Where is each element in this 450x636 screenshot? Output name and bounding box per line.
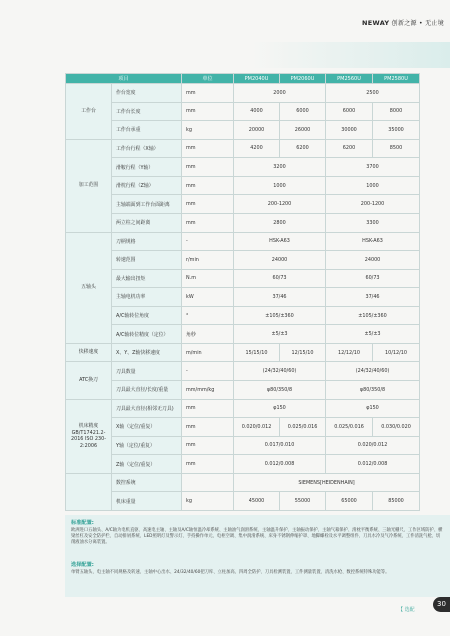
cell-value: 20000 — [234, 121, 280, 140]
table-row — [66, 436, 420, 455]
cell-value: 6000 — [326, 102, 373, 121]
cell-value: 37/46 — [234, 288, 326, 307]
table-row — [66, 176, 420, 195]
brand-name: NEWAY — [362, 19, 390, 27]
cell-value: HSK-A63 — [234, 232, 326, 251]
cell-value: (24/32/40/60) — [234, 362, 326, 381]
row-unit: - — [182, 232, 234, 251]
cell-value: 26000 — [280, 121, 326, 140]
row-unit: mm — [182, 139, 234, 158]
row-unit: mm — [182, 102, 234, 121]
table-row — [66, 195, 420, 214]
row-label: A/C轴转位精度（定位） — [112, 325, 182, 344]
row-unit — [182, 473, 234, 492]
row-label: A/C轴转位角度 — [112, 306, 182, 325]
table-row — [66, 492, 420, 511]
cell-value: 24000 — [234, 251, 326, 270]
optional-config-title: 选择配置: — [71, 562, 94, 568]
row-label: X轴（定位/重复） — [112, 418, 182, 437]
page-number: 30 — [433, 597, 450, 612]
row-label: 刀具最大直径(相邻无刀具) — [112, 399, 182, 418]
header-decoration — [250, 42, 450, 68]
row-unit: mm — [182, 399, 234, 418]
row-label: 机床重量 — [112, 492, 182, 511]
row-label: 作台宽度 — [112, 84, 182, 103]
row-label: 主轴端面到工作台面距离 — [112, 195, 182, 214]
group-range: 加工范围 — [66, 139, 112, 232]
header-pm2060u: PM2060U — [280, 74, 326, 84]
group-spindle: 五轴头 — [66, 232, 112, 343]
cell-value: 3700 — [326, 158, 420, 177]
cell-value: HSK-A63 — [326, 232, 420, 251]
brand-header — [362, 18, 444, 27]
row-label: 刀具最大直径/长度/重量 — [112, 381, 182, 400]
cell-value: 1000 — [234, 176, 326, 195]
cell-value: 24000 — [326, 251, 420, 270]
row-label: X、Y、Z轴快移速度 — [112, 343, 182, 362]
cell-value: 65000 — [326, 492, 373, 511]
spec-table — [65, 73, 420, 511]
row-label: 最大输出扭矩 — [112, 269, 182, 288]
cell-value: 12/15/10 — [280, 343, 326, 362]
cell-value: 200-1200 — [234, 195, 326, 214]
cell-value: 0.012/0.008 — [326, 455, 420, 474]
row-unit: mm — [182, 455, 234, 474]
row-label: 工作台承重 — [112, 121, 182, 140]
cell-value: φ80/350/8 — [326, 381, 420, 400]
row-label: 刀柄规格 — [112, 232, 182, 251]
cell-value: 15/15/10 — [234, 343, 280, 362]
config-notes — [65, 515, 450, 597]
row-label: 工作台长度 — [112, 102, 182, 121]
row-label: 两立柱之间距离 — [112, 213, 182, 232]
cell-value: 0.030/0.020 — [373, 418, 420, 437]
cell-value: 0.017/0.010 — [234, 436, 326, 455]
table-header-row — [66, 74, 420, 84]
cell-value: 3300 — [326, 213, 420, 232]
cell-value: φ80/350/8 — [234, 381, 326, 400]
table-row — [66, 325, 420, 344]
header-unit: 单位 — [182, 74, 234, 84]
optional-config-text: 单臂五轴头、电主轴不同规格及转速、主轴中心出水、24/32/40/60把刀库、立柱加高、四周全防护、刀具检测装置、工件测量装置、清洗水枪、数控系统特殊功能等。 — [71, 570, 390, 575]
cell-value: 200-1200 — [326, 195, 420, 214]
cell-value: 0.025/0.016 — [326, 418, 373, 437]
table-row — [66, 84, 420, 103]
row-unit: ° — [182, 306, 234, 325]
cell-value: 1000 — [326, 176, 420, 195]
cell-value: 60/73 — [234, 269, 326, 288]
row-label: 工作台行程（X轴） — [112, 139, 182, 158]
table-row — [66, 362, 420, 381]
cell-value: 6000 — [280, 102, 326, 121]
cell-value: 12/12/10 — [326, 343, 373, 362]
row-label: Z轴（定位/重复） — [112, 455, 182, 474]
group-worktable: 工作台 — [66, 84, 112, 140]
cell-value: 2500 — [326, 84, 420, 103]
table-row — [66, 139, 420, 158]
table-row — [66, 343, 420, 362]
table-row — [66, 473, 420, 492]
cell-value: 4200 — [234, 139, 280, 158]
group-rapid: 快移速度 — [66, 343, 112, 362]
cell-value: φ150 — [326, 399, 420, 418]
cell-value: 35000 — [373, 121, 420, 140]
cell-value: 55000 — [280, 492, 326, 511]
table-row — [66, 288, 420, 307]
cell-value: ±105/±360 — [326, 306, 420, 325]
cell-value: 8000 — [373, 102, 420, 121]
header-pm2040u: PM2040U — [234, 74, 280, 84]
row-unit: 角秒 — [182, 325, 234, 344]
cell-value: 60/73 — [326, 269, 420, 288]
cell-value: 3200 — [234, 158, 326, 177]
section-tab: 【 选配 — [398, 607, 415, 613]
cell-value: 8500 — [373, 139, 420, 158]
cell-value: φ150 — [234, 399, 326, 418]
cell-value: 30000 — [326, 121, 373, 140]
row-unit: mm — [182, 176, 234, 195]
table-row — [66, 102, 420, 121]
row-label: Y轴（定位/重复） — [112, 436, 182, 455]
row-unit: - — [182, 362, 234, 381]
row-unit: kW — [182, 288, 234, 307]
row-unit: r/min — [182, 251, 234, 270]
row-unit: N.m — [182, 269, 234, 288]
group-accuracy: 机床精度 GB/T17421.2-2016 ISO 230-2:2006 — [66, 399, 112, 473]
row-unit: mm — [182, 436, 234, 455]
group-blank — [66, 473, 112, 510]
table-row — [66, 306, 420, 325]
cell-value: 6200 — [280, 139, 326, 158]
cell-value: 2800 — [234, 213, 326, 232]
standard-config-text: 欧洲进口五轴头、A/C轴为电机直驱、高速电主轴、主轴及A/C轴恒温冷却系统、主轴油气润滑系统、主轴温升保护、主轴振动保护、主轴气幕保护、滑枕平衡系统、三轴光栅尺、工作区域防护、横梁丝杠及安全防护栏、自动排屑系统、LED照明灯及警示灯、手持操作单元、电柜空调、集中润滑系统、床身不锈钢伸缩护罩、地脚螺栓及水平调整组件、刀具水冷及气冷系统、工件清洗气枪、切削液油水分离装置。 — [71, 528, 443, 545]
cell-value: 10/12/10 — [373, 343, 420, 362]
cell-value: 4000 — [234, 102, 280, 121]
header-pm2580u: PM2580U — [373, 74, 420, 84]
row-label: 刀具数量 — [112, 362, 182, 381]
cell-value: 45000 — [234, 492, 280, 511]
brand-slogan: 创新之源 • 无止境 — [391, 20, 444, 27]
row-label: 滑枕行程（Z轴） — [112, 176, 182, 195]
cell-value: 0.012/0.008 — [234, 455, 326, 474]
row-label: 主轴电机功率 — [112, 288, 182, 307]
cell-value: (24/32/40/60) — [326, 362, 420, 381]
cell-value: 6200 — [326, 139, 373, 158]
row-unit: kg — [182, 492, 234, 511]
table-row — [66, 213, 420, 232]
row-label: 转速范围 — [112, 251, 182, 270]
row-unit: m/min — [182, 343, 234, 362]
row-unit: kg — [182, 121, 234, 140]
cell-value: 37/46 — [326, 288, 420, 307]
header-pm2560u: PM2560U — [326, 74, 373, 84]
table-row — [66, 418, 420, 437]
table-row — [66, 251, 420, 270]
table-row — [66, 455, 420, 474]
row-unit: mm/mm/kg — [182, 381, 234, 400]
table-row — [66, 269, 420, 288]
row-unit: mm — [182, 418, 234, 437]
row-unit: mm — [182, 84, 234, 103]
cell-value: 2000 — [234, 84, 326, 103]
table-row — [66, 232, 420, 251]
row-label: 数控系统 — [112, 473, 182, 492]
cell-value: SIEMENS[HEIDENHAIN] — [234, 473, 420, 492]
table-row — [66, 399, 420, 418]
cell-value: 85000 — [373, 492, 420, 511]
cell-value: 0.025/0.016 — [280, 418, 326, 437]
row-unit: mm — [182, 158, 234, 177]
group-atc: ATC换刀 — [66, 362, 112, 399]
cell-value: ±105/±360 — [234, 306, 326, 325]
row-label: 滑鞍行程（Y轴） — [112, 158, 182, 177]
row-unit: mm — [182, 195, 234, 214]
cell-value: ±5/±3 — [234, 325, 326, 344]
table-row — [66, 121, 420, 140]
cell-value: 0.020/0.012 — [326, 436, 420, 455]
cell-value: 0.020/0.012 — [234, 418, 280, 437]
table-row — [66, 158, 420, 177]
table-row — [66, 381, 420, 400]
standard-config-title: 标准配置: — [71, 520, 94, 526]
row-unit: mm — [182, 213, 234, 232]
cell-value: ±5/±3 — [326, 325, 420, 344]
header-item: 项目 — [66, 74, 182, 84]
